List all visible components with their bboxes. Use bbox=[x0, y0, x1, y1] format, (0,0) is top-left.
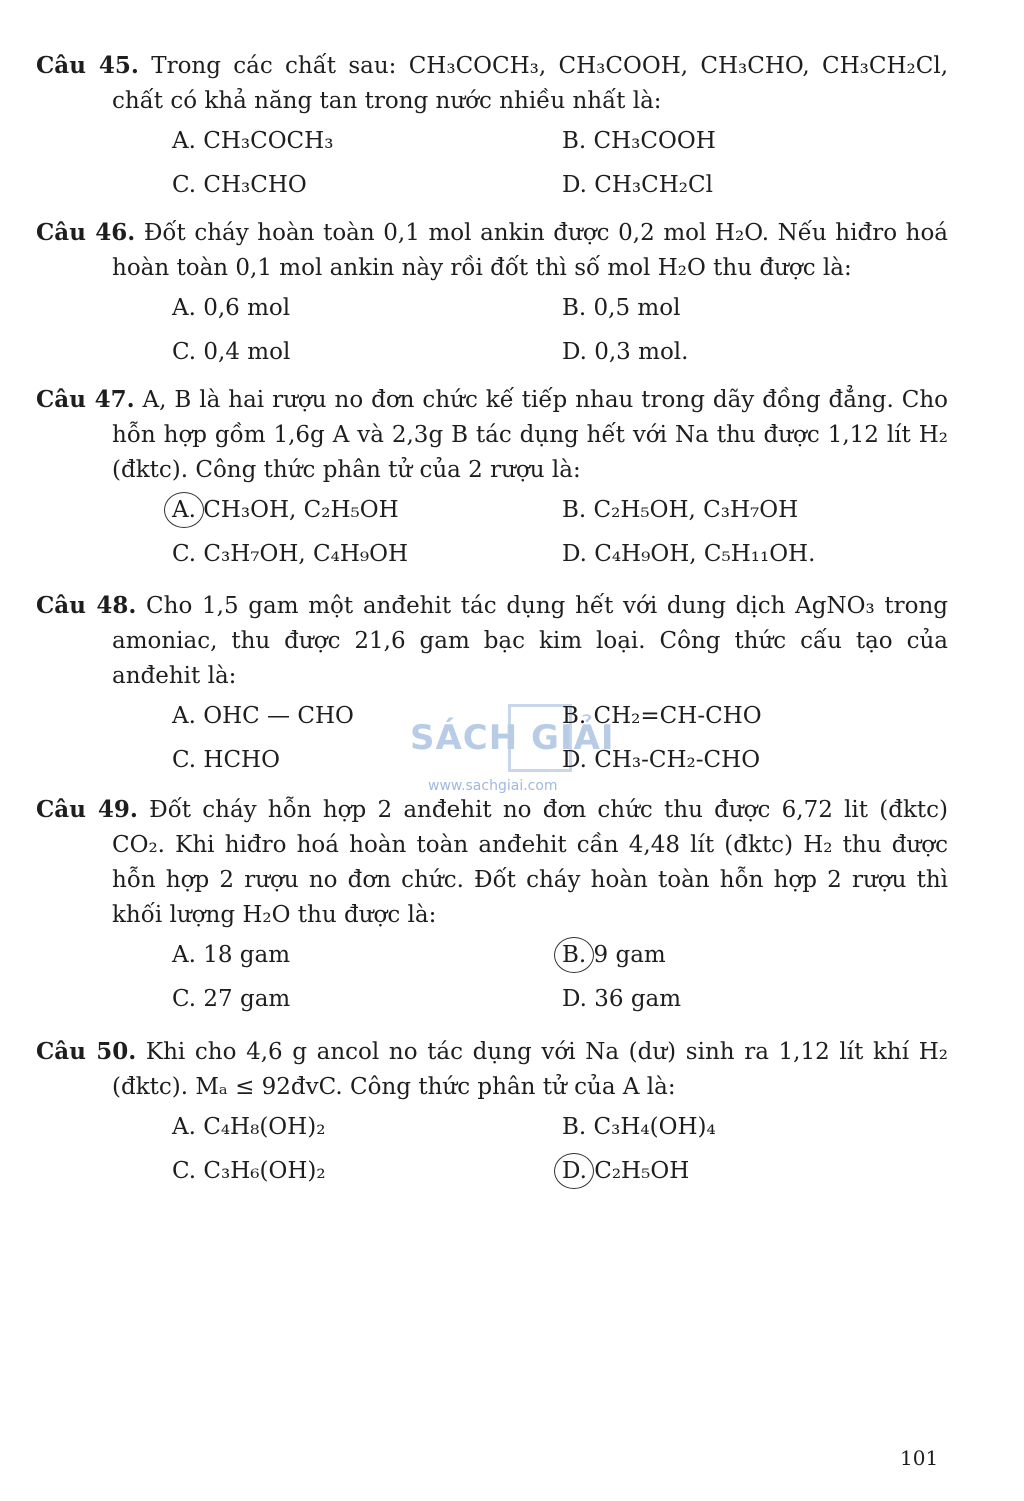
question-47 bbox=[36, 382, 948, 576]
option-b: B. C₂H₅OH, C₃H₇OH bbox=[562, 497, 799, 523]
watermark-brand: SÁCH GIẢI bbox=[410, 718, 615, 758]
option-b: B. CH₃COOH bbox=[562, 128, 716, 154]
question-text: Khi cho 4,6 g ancol no tác dụng với Na (dư) sinh ra 1,12 lít khí H₂ (đktc). Mₐ ≤ 92đvC. Công thức phân tử của A là: bbox=[112, 1039, 948, 1100]
option-d: D. C₂H₅OH bbox=[562, 1149, 952, 1193]
option-a: A. C₄H₈(OH)₂ bbox=[172, 1114, 326, 1140]
option-b: B. C₃H₄(OH)₄ bbox=[562, 1114, 716, 1140]
option-d: D. CH₃CH₂Cl bbox=[562, 172, 713, 198]
answer-options bbox=[172, 933, 948, 1021]
question-number: Câu 46. bbox=[36, 219, 136, 246]
option-d: D. 0,3 mol. bbox=[562, 339, 689, 365]
option-a: A. 18 gam bbox=[172, 942, 291, 968]
option-c: C. HCHO bbox=[172, 747, 280, 773]
question-text: Trong các chất sau: CH₃COCH₃, CH₃COOH, CH₃CHO, CH₃CH₂Cl, chất có khả năng tan trong nước nhiều nhất là: bbox=[112, 53, 949, 114]
option-a: A. CH₃OH, C₂H₅OH bbox=[172, 488, 562, 532]
page-number: 101 bbox=[900, 1446, 939, 1470]
option-b: B. 0,5 mol bbox=[562, 295, 681, 321]
question-stem bbox=[36, 1034, 948, 1105]
question-text: A, B là hai rượu no đơn chức kế tiếp nhau trong dãy đồng đẳng. Cho hỗn hợp gồm 1,6g A và 2,3g B tác dụng hết với Na thu được 1,12 lít H₂ (đktc). Công thức phân tử của 2 rượu là: bbox=[112, 387, 949, 483]
option-b: B. 9 gam bbox=[562, 933, 952, 977]
option-d: D. CH₃-CH₂-CHO bbox=[562, 747, 761, 773]
option-a: A. CH₃COCH₃ bbox=[172, 128, 334, 154]
option-a: A. 0,6 mol bbox=[172, 295, 291, 321]
answer-options bbox=[172, 119, 948, 207]
question-text: Cho 1,5 gam một anđehit tác dụng hết với dung dịch AgNO₃ trong amoniac, thu được 21,6 gam bạc kim loại. Công thức cấu tạo của anđehit là: bbox=[112, 593, 949, 689]
question-number: Câu 47. bbox=[36, 386, 135, 413]
question-49 bbox=[36, 792, 948, 1021]
option-a: A. OHC — CHO bbox=[172, 703, 354, 729]
option-b: B. CH₂=CH-CHO bbox=[562, 703, 762, 729]
answer-options bbox=[172, 1105, 948, 1193]
watermark-url: www.sachgiai.com bbox=[428, 778, 558, 794]
option-c: C. 0,4 mol bbox=[172, 339, 291, 365]
question-number: Câu 45. bbox=[36, 52, 139, 79]
option-c: C. C₃H₇OH, C₄H₉OH bbox=[172, 541, 409, 567]
question-stem bbox=[36, 382, 948, 488]
question-stem bbox=[36, 48, 948, 119]
question-number: Câu 49. bbox=[36, 796, 138, 823]
option-c: C. C₃H₆(OH)₂ bbox=[172, 1158, 326, 1184]
question-50 bbox=[36, 1034, 948, 1193]
question-text: Đốt cháy hoàn toàn 0,1 mol ankin được 0,2 mol H₂O. Nếu hiđro hoá hoàn toàn 0,1 mol ankin này rồi đốt thì số mol H₂O thu được là: bbox=[112, 220, 949, 281]
question-number: Câu 48. bbox=[36, 592, 137, 619]
question-text: Đốt cháy hỗn hợp 2 anđehit no đơn chức thu được 6,72 lit (đktc) CO₂. Khi hiđro hoá hoàn toàn anđehit cần 4,48 lít (đktc) H₂ thu được hỗn hợp 2 rượu no đơn chức. Đốt cháy hoàn toàn hỗn hợp 2 rượu thì khối lượng H₂O thu được là: bbox=[112, 797, 949, 928]
question-45 bbox=[36, 48, 948, 207]
answer-options bbox=[172, 488, 948, 576]
question-stem bbox=[36, 588, 948, 694]
question-stem bbox=[36, 792, 948, 933]
question-46 bbox=[36, 215, 948, 374]
question-stem bbox=[36, 215, 948, 286]
answer-options bbox=[172, 694, 948, 782]
option-d: D. C₄H₉OH, C₅H₁₁OH. bbox=[562, 541, 816, 567]
question-number: Câu 50. bbox=[36, 1038, 137, 1065]
option-c: C. CH₃CHO bbox=[172, 172, 307, 198]
option-d: D. 36 gam bbox=[562, 986, 682, 1012]
question-48 bbox=[36, 588, 948, 782]
answer-options bbox=[172, 286, 948, 374]
option-c: C. 27 gam bbox=[172, 986, 291, 1012]
